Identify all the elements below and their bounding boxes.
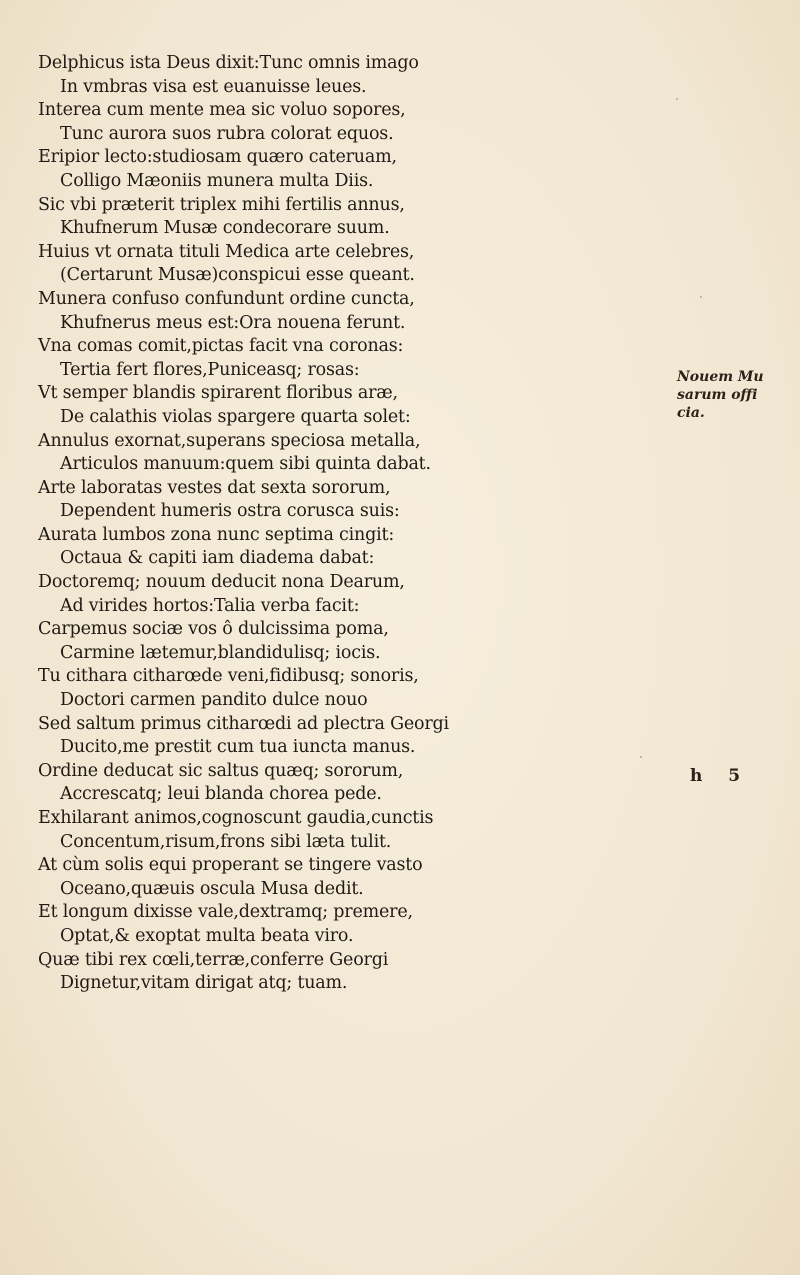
verse-line: Exhilarant animos,cognoscunt gaudia,cunctis — [38, 808, 434, 828]
verse-line: Carpemus sociæ vos ô dulcissima poma, — [38, 619, 389, 640]
verse-line: Huius vt ornata tituli Medica arte celebres, — [38, 241, 415, 262]
marginal-note-line: cia. — [677, 405, 705, 421]
marginal-note-line: sarum offi — [677, 387, 758, 403]
verse-line: Tertia fert flores,Puniceasq; rosas: — [60, 359, 360, 380]
verse-line: Sed saltum primus citharœdi ad plectra Georgi — [38, 713, 449, 734]
poem-verses — [38, 52, 678, 996]
verse-line: Eripior lecto:studiosam quæro cateruam, — [38, 147, 397, 168]
paper-speck — [700, 296, 702, 298]
paper-speck — [676, 98, 678, 100]
signature-mark: h 5 — [690, 766, 751, 786]
verse-line: Munera confuso confundunt ordine cuncta, — [38, 288, 415, 309]
verse-line: Ad virides hortos:Talia verba facit: — [60, 595, 360, 616]
verse-line: Dependent humeris ostra coruscа suis: — [60, 501, 400, 522]
verse-line: (Certarunt Musæ)conspicui esse queant. — [60, 265, 415, 286]
verse-line: In vmbras visa est euanuisse leues. — [60, 76, 367, 97]
verse-line: Aurata lumbos zona nunc septima cingit: — [38, 524, 395, 545]
verse-line: Colligo Mæoniis munera multa Diis. — [60, 170, 374, 191]
verse-line: At cùm solis equi properant se tingere vasto — [38, 855, 423, 876]
marginal-note-line: Nouem Mu — [677, 369, 764, 385]
verse-line: Dignetur,vitam dirigat atq; tuam. — [60, 973, 348, 994]
verse-line: Vt semper blandis spirarent floribus aræ, — [38, 383, 398, 404]
verse-line: Khufnerum Musæ condecorare suum. — [60, 218, 390, 239]
verse-line: Khufnerus meus est:Ora nouena ferunt. — [60, 312, 406, 333]
verse-line: Optat,& exoptat multa beata viro. — [60, 925, 354, 946]
verse-line: Octaua & capiti iam diadema dabat: — [60, 548, 375, 569]
verse-line: Accrescatq; leui blanda chorea pede. — [60, 784, 382, 805]
verse-line: Doctori carmen pandito dulce nouo — [60, 690, 368, 711]
verse-line: Annulus exornat,superans speciosa metalla, — [38, 430, 421, 451]
verse-line: Vna comas comit,pictas facit vna coronas: — [38, 336, 404, 357]
verse-line: Articulos manuum:quem sibi quinta dabat. — [60, 454, 431, 475]
verse-line: Interea cum mente mea sic voluo sopores, — [38, 100, 406, 121]
verse-line: Sic vbi præterit triplex mihi fertilis annus, — [38, 194, 405, 215]
verse-line: Arte laboratas vestes dat sexta sororum, — [38, 477, 391, 498]
verse-line: Et longum dixisse vale,dextramq; premere, — [38, 902, 413, 923]
verse-line: Concentum,risum,frons sibi læta tulit. — [60, 831, 392, 852]
verse-line: Quæ tibi rex cœli,terræ,conferre Georgi — [38, 949, 389, 970]
verse-line: Tu cithara citharœde veni,fidibusq; sonoris, — [38, 666, 419, 687]
paper-speck — [640, 756, 642, 758]
verse-line: Oceano,quæuis oscula Musa dedit. — [60, 878, 364, 899]
verse-line: Carmine lætemur,blandidulisq; iocis. — [60, 642, 381, 663]
verse-line: De calathis violas spargere quarta solet: — [60, 406, 411, 427]
verse-line: Ducito,me prestit cum tua iuncta manus. — [60, 737, 416, 758]
verse-line: Tunc aurora suos rubra colorat equos. — [60, 123, 394, 144]
verse-line: Delphicus ista Deus dixit:Tunc omnis imago — [38, 53, 419, 73]
verse-line: Ordine deducat sic saltus quæq; sororum, — [38, 760, 404, 781]
marginal-note — [677, 368, 787, 422]
verse-line: Doctoremq; nouum deducit nona Dearum, — [38, 572, 405, 593]
